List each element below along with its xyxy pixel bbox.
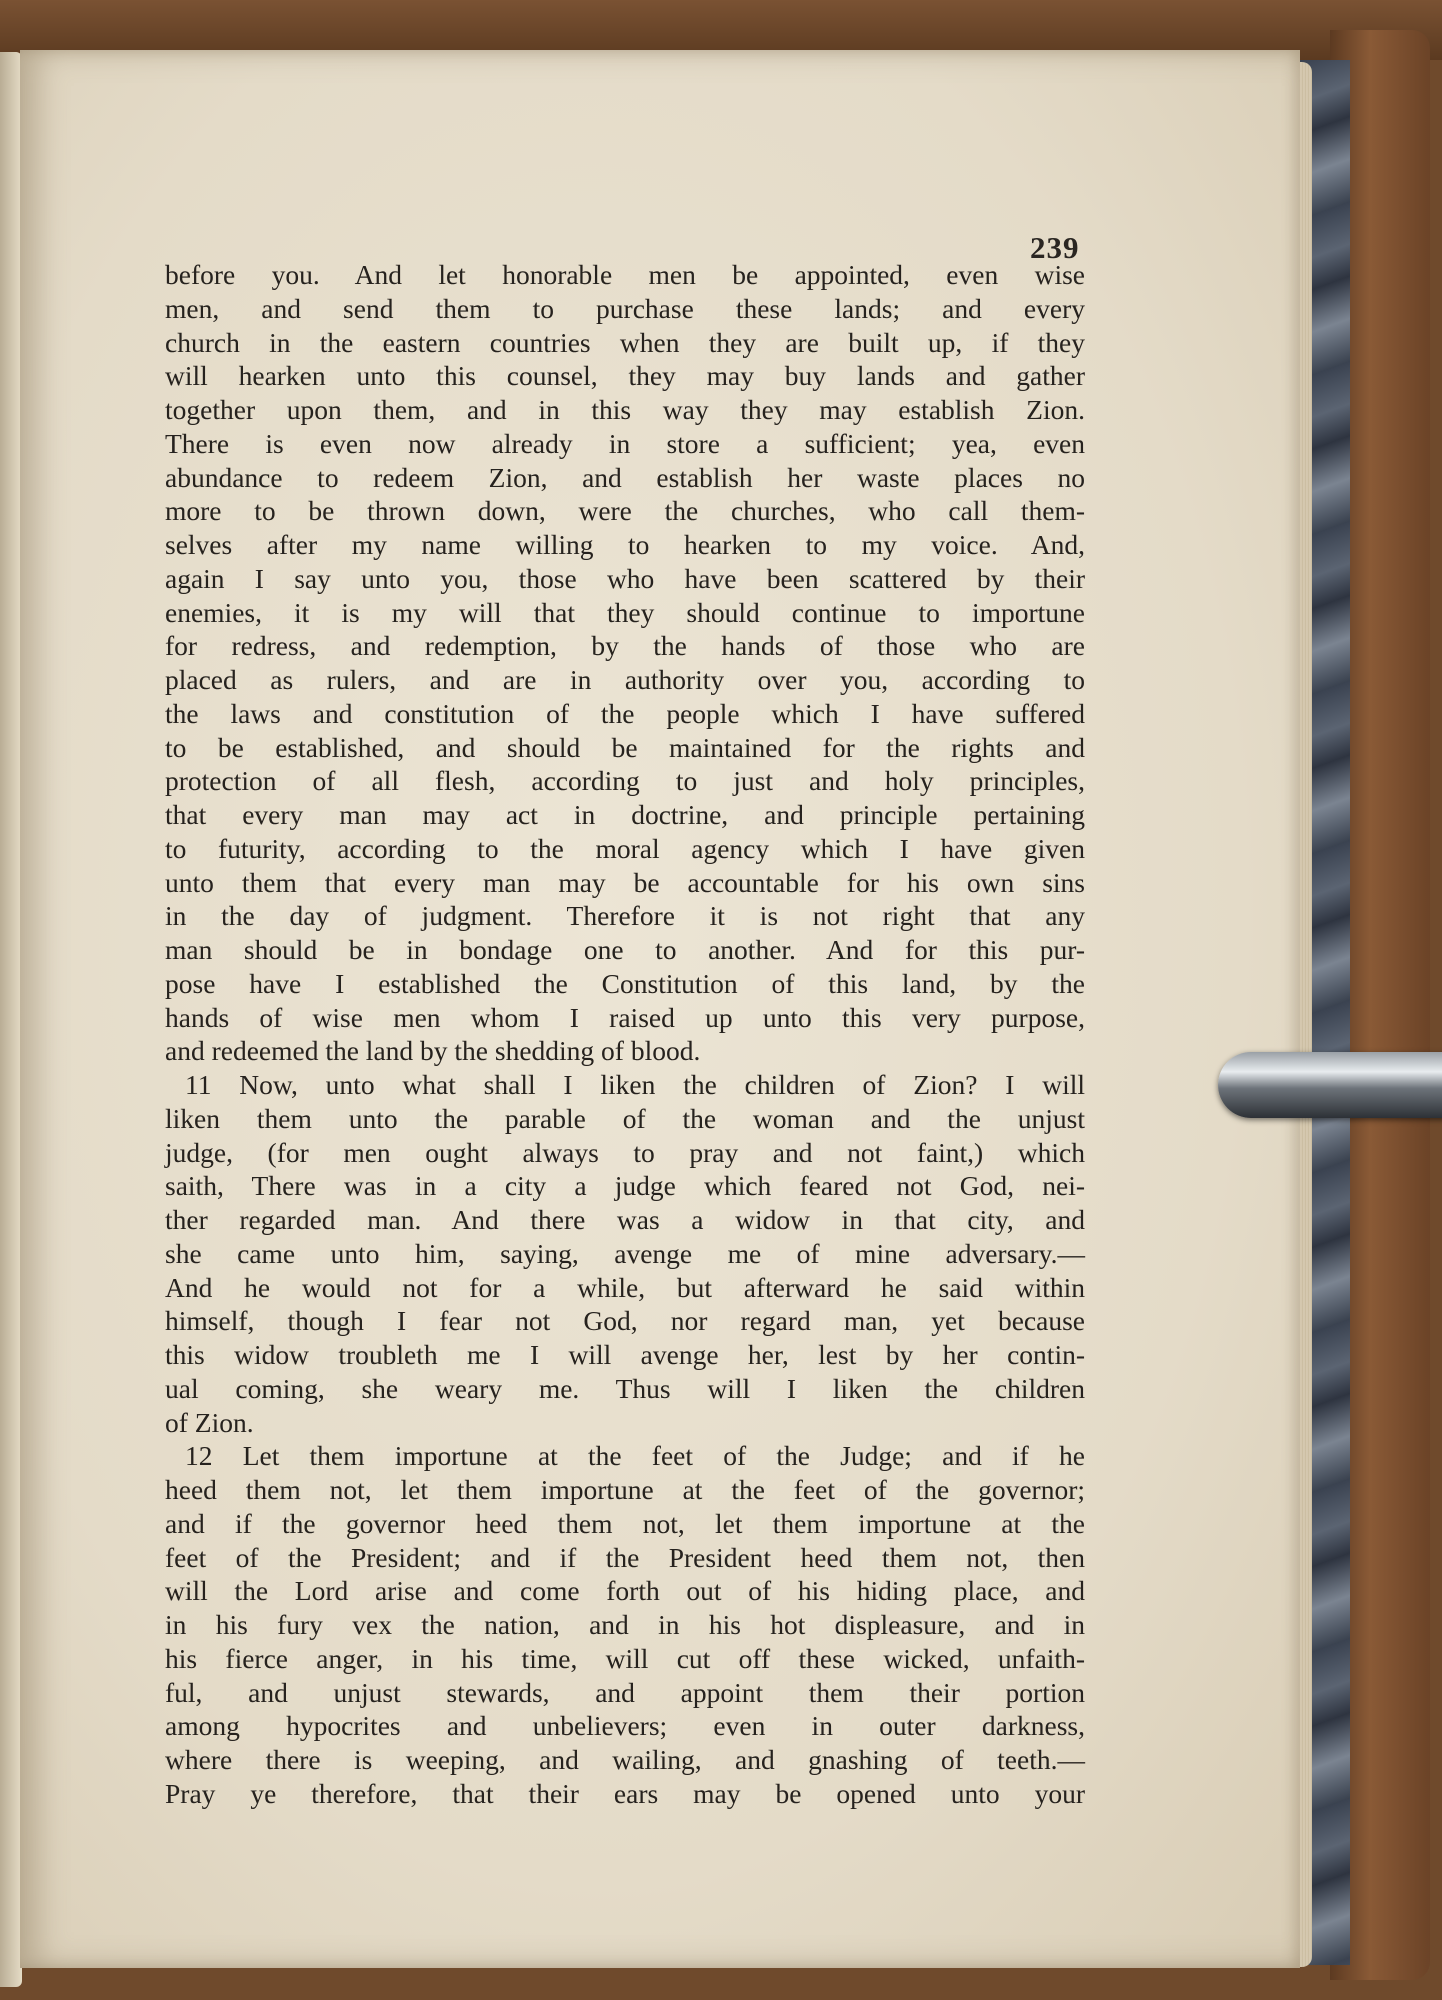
text-line: will hearken unto this counsel, they may buy lands and gather (165, 360, 1085, 392)
text-line: And he would not for a while, but afterward he said within (165, 1271, 1085, 1303)
text-line: There is even now already in store a sufficient; yea, even (165, 427, 1085, 459)
text-line: this widow troubleth me I will avenge her, lest by her contin- (165, 1339, 1085, 1370)
page-number: 239 (1030, 230, 1080, 265)
text-line: liken them unto the parable of the woman and the unjust (165, 1102, 1085, 1134)
text-line: feet of the President; and if the President heed them not, then (165, 1541, 1085, 1573)
page-text (165, 258, 1085, 1811)
text-line: she came unto him, saying, avenge me of mine adversary.— (165, 1237, 1085, 1269)
text-line: ther regarded man. And there was a widow in that city, and (165, 1204, 1085, 1235)
text-line: more to be thrown down, were the churches, who call them- (165, 495, 1085, 527)
text-line: judge, (for men ought always to pray and not faint,) which (165, 1136, 1085, 1168)
text-line: unto them that every man may be accountable for his own sins (165, 866, 1085, 898)
text-line: selves after my name willing to hearken to my voice. And, (165, 529, 1085, 560)
text-line: enemies, it is my will that they should continue to importune (165, 596, 1085, 628)
verse-11-start: 11 Now, unto what shall I liken the children of Zion? I will (185, 1069, 1085, 1100)
text-line: in his fury vex the nation, and in his hot displeasure, and in (165, 1609, 1085, 1640)
text-line: man should be in bondage one to another. And for this pur- (165, 934, 1085, 965)
text-line: abundance to redeem Zion, and establish her waste places no (165, 461, 1085, 493)
text-line: to be established, and should be maintained for the rights and (165, 731, 1085, 763)
text-line: ful, and unjust stewards, and appoint them their portion (165, 1676, 1085, 1708)
paragraph-end-line: and redeemed the land by the shedding of blood. (165, 1035, 701, 1067)
text-line: himself, though I fear not God, nor regard man, yet because (165, 1305, 1085, 1337)
text-line: heed them not, let them importune at the feet of the governor; (165, 1474, 1085, 1505)
text-line: protection of all flesh, according to just and holy principles, (165, 765, 1085, 797)
text-line: will the Lord arise and come forth out of his hiding place, and (165, 1575, 1085, 1607)
text-line: church in the eastern countries when they are built up, if they (165, 326, 1085, 358)
text-line: in the day of judgment. Therefore it is not right that any (165, 900, 1085, 932)
text-line: pose have I established the Constitution of this land, by the (165, 967, 1085, 999)
page-knife-blade (1218, 1052, 1442, 1118)
text-line: before you. And let honorable men be appointed, even wise (165, 259, 1085, 290)
text-line: his fierce anger, in his time, will cut off these wicked, unfaith- (165, 1642, 1085, 1674)
text-line: that every man may act in doctrine, and principle pertaining (165, 799, 1085, 830)
paragraph-end-line: of Zion. (165, 1406, 254, 1438)
text-line: again I say unto you, those who have been scattered by their (165, 562, 1085, 594)
text-line: hands of wise men whom I raised up unto this very purpose, (165, 1001, 1085, 1033)
text-line: men, and send them to purchase these lands; and every (165, 292, 1085, 324)
facing-page-edge (0, 52, 22, 1987)
text-line: among hypocrites and unbelievers; even in outer darkness, (165, 1710, 1085, 1742)
text-line: to futurity, according to the moral agency which I have given (165, 832, 1085, 864)
text-line: where there is weeping, and wailing, and gnashing of teeth.— (165, 1744, 1085, 1775)
text-line: saith, There was in a city a judge which feared not God, nei- (165, 1170, 1085, 1202)
text-line: placed as rulers, and are in authority over you, according to (165, 664, 1085, 695)
text-line: for redress, and redemption, by the hands of those who are (165, 630, 1085, 662)
verse-12-start: 12 Let them importune at the feet of the Judge; and if he (185, 1440, 1085, 1472)
text-line: Pray ye therefore, that their ears may be opened unto your (165, 1777, 1085, 1809)
text-line: ual coming, she weary me. Thus will I liken the children (165, 1372, 1085, 1404)
text-line: the laws and constitution of the people which I have suffered (165, 697, 1085, 729)
text-line: together upon them, and in this way they may establish Zion. (165, 394, 1085, 425)
text-line: and if the governor heed them not, let them importune at the (165, 1507, 1085, 1539)
